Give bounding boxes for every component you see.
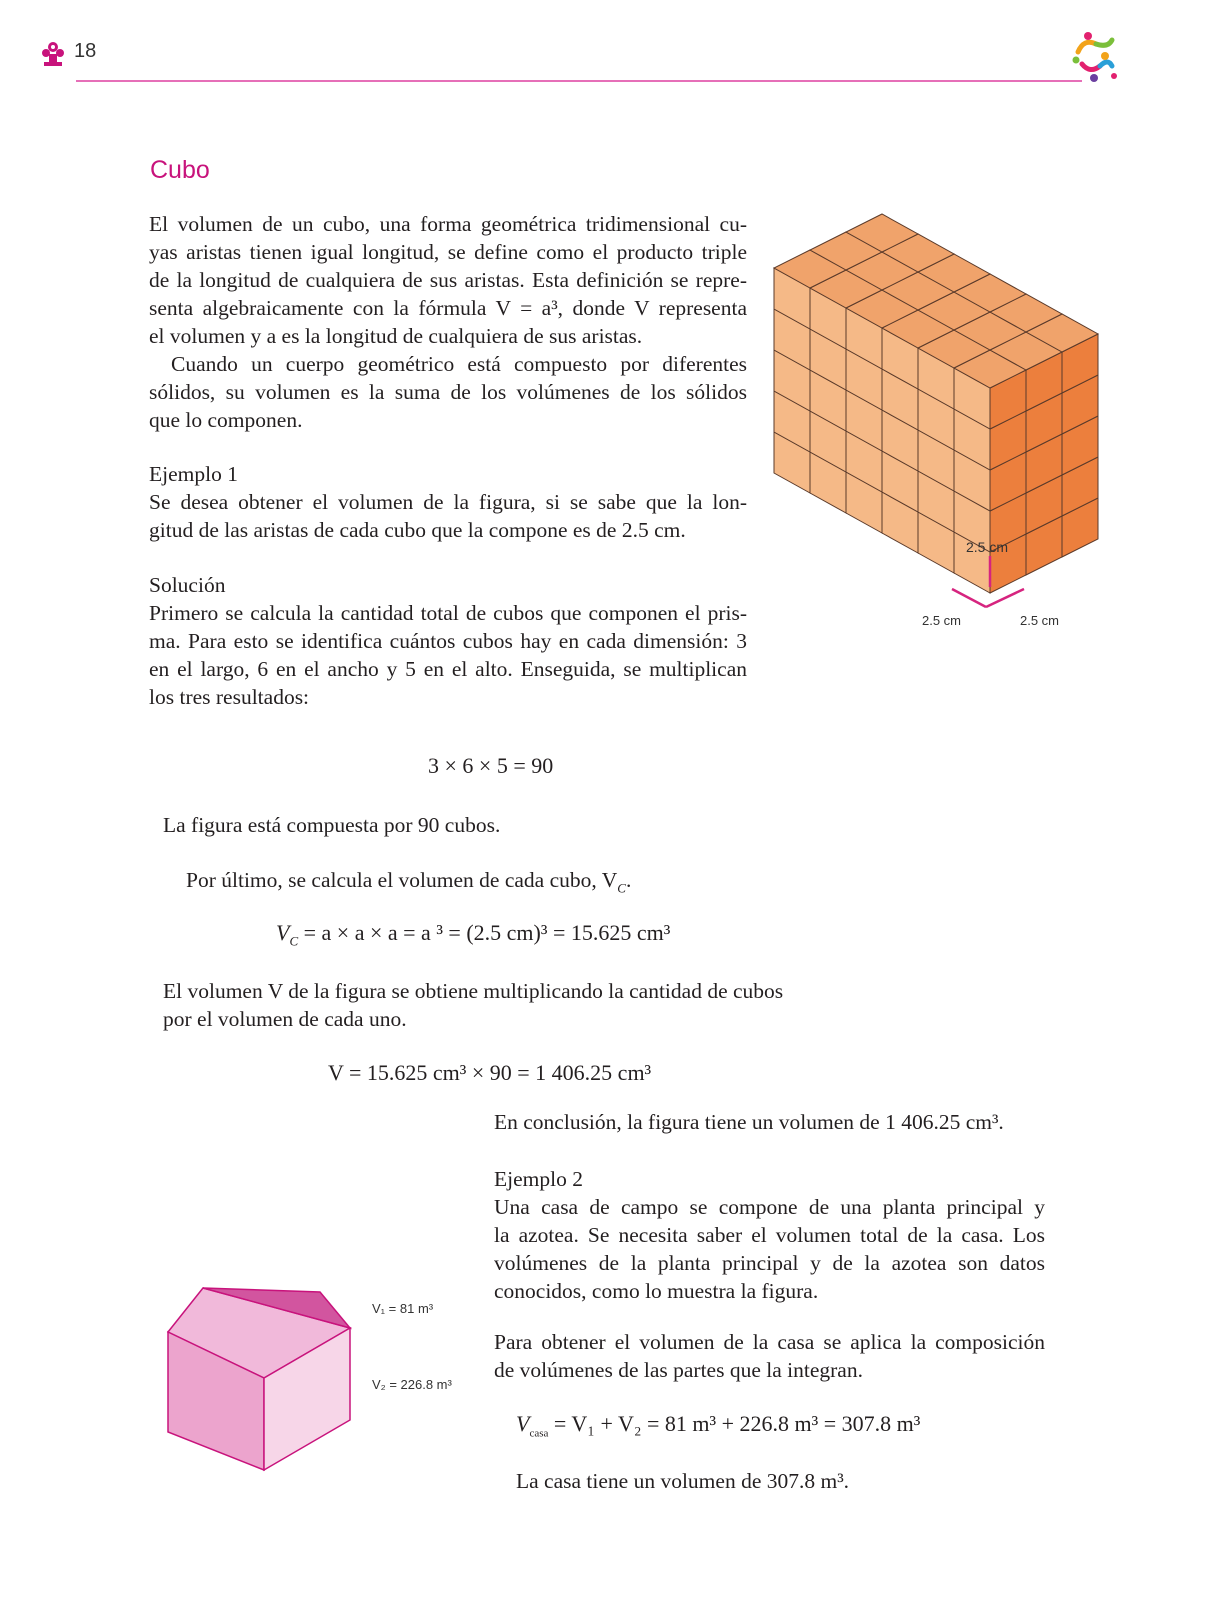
example2-statement: Una casa de campo se compone de una planta principal y la azotea. Se necesita saber el volumen total de la casa. Los volúmenes de la planta principal y de la azotea son datos conocidos, como lo muestra la figura.	[494, 1195, 1045, 1303]
equation-cube-volume: $V_C = a \times a \times a = a$ ³ = (2.5 cm)³ = 15.625 cm³	[276, 920, 671, 949]
intro-paragraph	[149, 210, 747, 434]
cube-volume-text: Por último, se calcula el volumen de cada cubo, $V_C$.	[186, 868, 632, 896]
cube-count-text: La figura está compuesta por 90 cubos.	[163, 813, 501, 837]
prism-figure	[770, 205, 1110, 635]
example1-statement: Se desea obtener el volumen de la figura, si se sabe que la lon- gitud de las aristas de cada cubo que la compone es de 2.5 cm.	[149, 490, 747, 542]
intro-line: que lo componen.	[149, 408, 303, 432]
equation-house-volume: $V_{casa} = V_1 + V_2 = 81$ m³ + 226.8 m³ = 307.8 m³	[516, 1411, 921, 1440]
method-paragraph: Para obtener el volumen de la casa se aplica la composición de volúmenes de las partes que la integran.	[494, 1330, 1045, 1382]
house-v1-label: V₁ = 81 m³	[372, 1301, 434, 1316]
intro-line: de la longitud de cualquiera de sus aristas. Esta definición se repre-	[149, 268, 747, 292]
house-figure	[160, 1280, 490, 1480]
total-volume-text: El volumen V de la figura se obtiene multiplicando la cantidad de cubos por el volumen de cada uno.	[163, 979, 784, 1031]
edge-label-height: 2.5 cm	[966, 539, 1009, 555]
house-v2-label: V₂ = 226.8 m³	[372, 1377, 452, 1392]
equation-cube-count: 3 × 6 × 5 = 90	[428, 753, 554, 778]
page-number: 18	[74, 40, 97, 62]
solution-paragraph: Primero se calcula la cantidad total de cubos que componen el pris- ma. Para esto se identifica cuántos cubos hay en cada dimensión: 3 en el largo, 6 en el ancho y 5 en el alto. Enseguida, se multiplican los tres resultados:	[149, 601, 747, 709]
equation-total-volume: V = 15.625 cm³ × 90 = 1 406.25 cm³	[328, 1060, 652, 1085]
conclusion-text: En conclusión, la figura tiene un volumen de 1 406.25 cm³.	[494, 1110, 1004, 1134]
section-title: Cubo	[150, 156, 210, 184]
colorful-dancing-figure-logo	[1068, 30, 1120, 84]
flower-ornament-icon	[40, 40, 66, 68]
edge-marker-left	[952, 589, 986, 607]
intro-line: el volumen y a es la longitud de cualquiera de sus aristas.	[149, 324, 643, 348]
edge-label-right: 2.5 cm	[1020, 613, 1060, 628]
example2-title: Ejemplo 2	[494, 1167, 583, 1191]
intro-line: sólidos, su volumen es la suma de los volúmenes de los sólidos	[149, 380, 747, 404]
edge-label-left: 2.5 cm	[922, 613, 962, 628]
intro-line: senta algebraicamente con la fórmula V = a³, donde V representa	[149, 296, 747, 320]
intro-line: El volumen de un cubo, una forma geométrica tridimensional cu-	[149, 212, 747, 236]
example1-title: Ejemplo 1	[149, 462, 238, 486]
solution-title: Solución	[149, 573, 226, 597]
intro-line: yas aristas tienen igual longitud, se define como el producto triple	[149, 240, 747, 264]
intro-line: Cuando un cuerpo geométrico está compuesto por diferentes	[171, 352, 747, 376]
house-result-text: La casa tiene un volumen de 307.8 m³.	[516, 1469, 850, 1493]
header-rule	[76, 80, 1082, 82]
